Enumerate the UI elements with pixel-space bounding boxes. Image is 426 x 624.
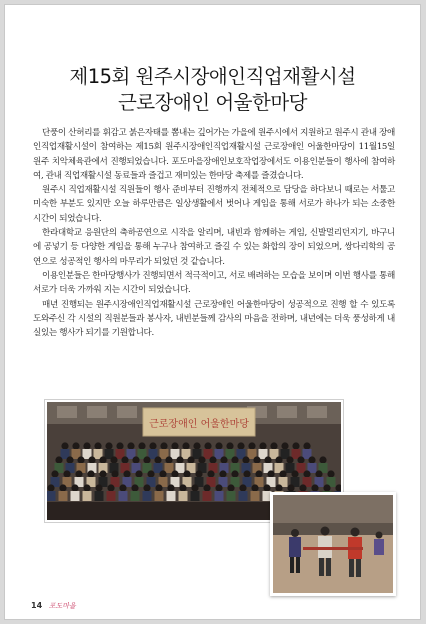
paragraph-5: 매년 진행되는 원주시장애인직업재활시설 근로장애인 어울한마당이 성공적으로 진행 할 수 있도록 도와주신 각 시설의 직원분들과 봉사자, 내빈분들께 감사의 마음을 전하며, 내년에는 더욱 풍성하게 내실있는 행사가 되기를 기원합니다. [33, 299, 395, 339]
paragraph-1: 단풍이 산허리를 휘감고 붉은자태를 뽐내는 깊어가는 가을에 원주시에서 지원하고 원주시 관내 장애인직업재활시설이 참여하는 제15회 원주시장애인직업재활시설 근로장애인 어울한마당이 11월15일 원주 치악체육관에서 진행되었습니다. 포도마을장애인보호작업장에서도 이용인분들이 행사에 참여하여, 관내 직업재활시설 동료들과 즐겁고 재미있는 한마당 축제를 즐겼습니다. [33, 128, 395, 181]
page-footer [31, 601, 76, 611]
document-page [4, 4, 421, 620]
paragraph-2: 원주시 직업재활시설 직원들이 행사 준비부터 진행까지 전체적으로 담당을 하다보니 때로는 서툴고 미숙한 부분도 있지만 오늘 하루만큼은 일상생활에서 벗어나 게임을 통해 서로가 하나가 되는 소중한 시간이 되었습니다. [33, 185, 395, 224]
game-photo-image [273, 495, 393, 593]
article-body [33, 126, 395, 340]
page-number: 14 [31, 601, 43, 610]
magazine-name: 포도마을 [48, 602, 76, 610]
paragraph-4: 이용인분들은 한마당행사가 진행되면서 적극적이고, 서로 배려하는 모습을 보이며 이번 행사를 통해 서로가 더욱 가까워 지는 시간이 되었습니다. [33, 270, 395, 296]
page-title-line-2: 근로장애인 어울한마당 [117, 91, 308, 114]
paragraph-3: 한라대학교 응원단의 축하공연으로 시작을 알리며, 내빈과 함께하는 게임, 신발멀리던지기, 바구니에 공넣기 등 다양한 게임을 통해 누구나 참여하고 즐길 수 있는 화합의 장이 되었으며, 쌍다리학의 공연으로 성공적인 행사의 마무리가 되었던 것 같습니다. [33, 228, 395, 267]
page-title-line-1: 제15회 원주시장애인직업재활시설 [69, 65, 356, 88]
photo-banner-text: 근로장애인 어울한마당 [149, 419, 249, 430]
game-photo [270, 492, 396, 596]
